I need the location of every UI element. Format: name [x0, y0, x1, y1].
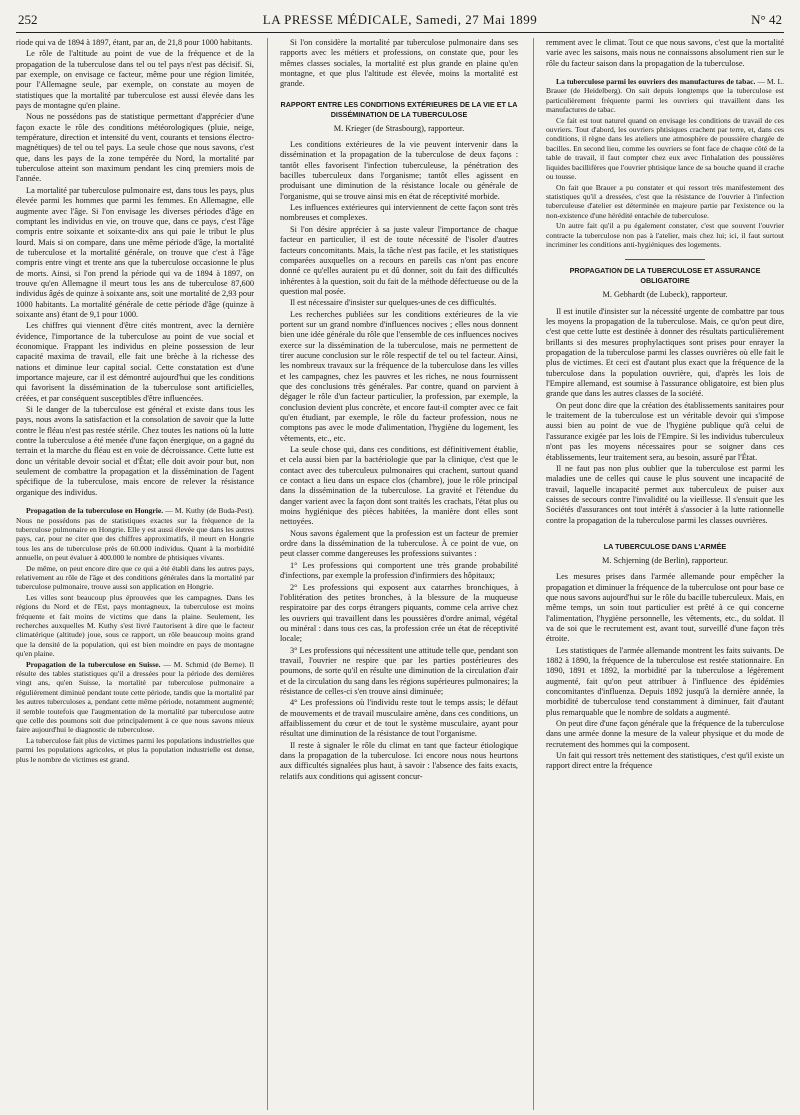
paragraph: La mortalité par tuberculose pulmonaire est, dans tous les pays, plus élevée parmi les hommes que parmi les femmes. En Allemagne, elle augmente avec l'âge. Si l'on envisage les diverses périodes d'âge en comptant les individus en vie, on trouve que, dans ce pays, c'est l'âge compris entre soixante et soixante-dix ans qui paie le tribut le plus lourd. Mais si on compare, dans une même période d'âge, la mortalité de tuberculose et la mortalité générale, on trouve que c'est à l'âge compris entre vingt et trente ans que la tuberculose occasionne le plus de morts. Ainsi, si l'on prend la période qui va de 1894 à 1897, on trouve qu'en Allemagne il meurt tous les ans de tuberculose 87,600 individus âgés de quinze à soixante ans, soit une mortalité de 2,93 pour 1000 habitants. La mortalité générale de cette période d'âge (quinze à soixante ans) étant de 9,1 pour 1000. [16, 185, 254, 319]
paragraph: Il reste à signaler le rôle du climat en tant que facteur étiologique dans la propagation de la tuberculose. Ici encore nous nous heurtons aux difficultés signalées plus haut, à savoir : l'absence des faits exacts, relatifs aux conditions qui agissent concur- [280, 740, 518, 781]
paragraph [16, 660, 254, 735]
column-divider [533, 38, 534, 1110]
paragraph: Ce fait est tout naturel quand on envisage les conditions de travail de ces ouvriers. Tout d'abord, les ouvriers phtisiques crachent par terre, et, dans ces conditions, il règne dans les ateliers une atmosphère de poussière chargée de bacilles. En second lieu, comme les ouvriers se font face de chaque côté de la table de travail, il faut compter chez eux avec l'inhalation des poussières liquides bacillifères que l'ouvrier phtisique lance de sa bouche quand il crache ou tousse. [546, 115, 784, 182]
paragraph-text: — M. Schmid (de Berne). Il résulte des tables statistiques qu'il a dressées pour la période des dernières vingt ans, qu'en Suisse, la mortalité par tuberculose pulmonaire a régulièrement diminué pendant toute cette période, tandis que la mortalité par les autres tuberculoses a, pendant cette même période, notamment augmenté; il semble toutefois que l'augmentation de la mortalité par tuberculose autre que celle des poumons soit due principalement à ce que nous savons mieux faire aujourd'hui le diagnostic de tuberculose. [16, 659, 254, 735]
column-1 [16, 38, 254, 1110]
section-heading: PROPAGATION DE LA TUBERCULOSE ET ASSURANCE OBLIGATOIRE [569, 266, 761, 286]
paragraph: Nous ne possédons pas de statistique permettant d'apprécier d'une façon exacte le rôle des conditions météorologiques (pluie, neige, température, direction et intensité du vent, courants et tensions électro-magnétiques) de tel ou tel pays. La seule chose que nous savons, c'est que, dans les pays de la zone tempérée du Nord, la mortalité par tuberculose atteint son maximum pendant les cinq premiers mois de l'année. [16, 112, 254, 184]
subheading-hongrie: Propagation de la tuberculose en Hongrie. [26, 506, 164, 516]
paragraph: Le rôle de l'altitude au point de vue de la fréquence et de la propagation de la tuberculose dans tel ou tel pays n'est pas décisif. Si, par exemple, on envisage ce facteur, même pour une région limitée, pour l'Allemagne seule, par exemple, on constate au moyen de statistiques que la mortalité par tuberculose est aussi élevée dans les pays de montagne qu'en plaine. [16, 49, 254, 111]
paragraph: Les statistiques de l'armée allemande montrent les faits suivants. De 1882 à 1890, la fréquence de la tuberculose est restée stationnaire. En 1890, 1891 et 1892, la morbidité par la tuberculose a légèrement augmenté, fait qu'on peut attribuer à l'influence des épidémies concomitantes d'influenza. Depuis 1892 jusqu'à la dernière année, la morbidité de tuberculose tend constamment à diminuer, fait d'autant plus remarquable que le nombre de soldats a augmenté. [546, 645, 784, 717]
paragraph: Les chiffres qui viennent d'être cités montrent, avec la dernière évidence, l'importance de la tuberculose au point de vue social et économique. Frappant les individus en pleine possession de leur capacité maxima de travail, elle fait une brèche à la richesse des nations et diminue leur capital social. Cette constatation est d'une importance majeure, car il est démontré aujourd'hui que les conditions qui favorisent la dissémination de la tuberculose sont artificielles, créées, et par conséquent susceptibles d'être influencées. [16, 321, 254, 403]
section-author: M. Gebhardt (de Lubeck), rapporteur. [602, 290, 728, 300]
section-heading: RAPPORT ENTRE LES CONDITIONS EXTÉRIEURES DE LA VIE ET LA DISSÉMINATION DE LA TUBERCULOSE [280, 99, 518, 119]
paragraph-text: — M. Kuthy (de Buda-Pest). Nous ne possédons pas de statistiques exactes sur la fréquence de la tuberculose pulmonaire en Hongrie. Elle y est aussi élevée que dans les autres pays, car, pour ne citer que des chiffres approximatifs, il meurt en Hongrie tous les ans de tuberculose près de 60.000 individus. Quant à la morbidité annuelle, on peut évaluer à 400.000 le nombre de phtisiques vivants. [16, 506, 254, 563]
page-number: 252 [18, 12, 38, 27]
paragraph: 3° Les professions qui nécessitent une attitude telle que, pendant son travail, l'ouvrier ne respire que par les parties postérieures des poumons, de sorte qu'il en résulte une diminution de la circulation d'air et de la circulation du sang dans les régions supérieures pulmonaires; la résistance de celles-ci s'en trouve ainsi diminuée; [280, 645, 518, 696]
paragraph [546, 77, 784, 115]
paragraph: riode qui va de 1894 à 1897, étant, par an, de 21,8 pour 1000 habitants. [16, 38, 253, 47]
column-3 [546, 38, 784, 1110]
paragraph: Les villes sont beaucoup plus éprouvées que les campagnes. Dans les régions du Nord et de l'Est, pays montagneux, la tuberculose est moins fréquente et fait moins de victims que dans la plaine. Seulement, les recherches auxquelles M. Kuthy s'est livré l'autorisent à dire que le facteur climatérique (altitude) joue, sous ce rapport, un rôle beaucoup moins grand que la densité de la population, qui est bien moindre en pays de montagne qu'en plaine. [16, 592, 254, 659]
paragraph: 4° Les professions où l'individu reste tout le temps assis; le défaut de mouvements et de travail musculaire amène, dans ces conditions, un affaiblissement du cœur et de tout le système musculaire, ayant pour résultat une diminution de la résistance de tout l'organisme. [280, 698, 518, 739]
paragraph: Les conditions extérieures de la vie peuvent intervenir dans la dissémination et la propagation de la tuberculose de deux façons : tantôt elles favorisent l'infection tuberculeuse, la pénétration des bacilles tuberculeux dans l'organisme; tantôt elles agissent en produisant une diminution de la résistance locale ou générale de l'organisme, qui se trouve ainsi mis en état de réceptivité morbide. [280, 140, 518, 201]
paragraph: Si l'on considère la mortalité par tuberculose pulmonaire dans ses rapports avec les métiers et professions, on constate que, pour les mêmes classes sociales, la mortalité est plus grande en plaine qu'en montagne, et que plus l'altitude est élevée, moins la mortalité est grande. [280, 38, 518, 89]
paragraph: On peut dire d'une façon générale que la fréquence de la tuberculose dans une armée donne la mesure de la valeur physique et du mode de recrutement des hommes qui la composent. [546, 719, 784, 749]
paragraph: Un autre fait qu'il a pu également constater, c'est que souvent l'ouvrier contracte la tuberculose non pas à l'atelier, mais chez lui; ici, il faut surtout incriminer les conditions anti-hygiéniques des logements. [546, 221, 784, 249]
paragraph: Si l'on désire apprécier à sa juste valeur l'importance de chaque facteur en particulier, il est de toute nécessité de l'isoler d'autres facteurs concomitants. Mais, la tâche n'est pas facile, et les statistiques comparées auxquelles on a recours en pareils cas n'ont pas encore donné ce qu'elles auraient pu et dû donner, soit du fait des difficultés inhérentes à la question, soit du fait de la méthode défectueuse ou de la question mal posée. [280, 224, 518, 296]
paragraph: 1° Les professions qui comportent une très grande probabilité d'infections, par exemple la profession d'infirmiers des hôpitaux; [280, 560, 518, 581]
paragraph: Un fait qui ressort très nettement des statistiques, c'est qu'il existe un rapport direct entre la fréquence [546, 751, 784, 771]
paragraph [16, 506, 254, 562]
paragraph: On fait que Brauer a pu constater et qui ressort très manifestement des statistiques qu'il a dressées, c'est que la résistance de l'ouvrier à l'infection tuberculeuse d'atelier est déterminée en majeure partie par l'existence ou la non-existence d'une hérédité entachée de tuberculose. [546, 182, 784, 220]
column-divider [267, 38, 268, 1110]
paragraph-text: — M. L. Brauer (de Heidelberg). On sait depuis longtemps que la tuberculose est particulièrement fréquente parmi les ouvriers qui travaillent dans les manufactures de tabac. [546, 77, 784, 115]
journal-title: LA PRESSE MÉDICALE, Samedi, 27 Mai 1899 [262, 12, 538, 27]
section-author: M. Schjerning (de Berlin), rapporteur. [601, 555, 729, 565]
paragraph: Il est nécessaire d'insister sur quelques-unes de ces difficultés. [290, 298, 497, 308]
page-header [16, 12, 784, 33]
paragraph: Les influences extérieures qui interviennent de cette façon sont très nombreuses et complexes. [280, 203, 518, 223]
paragraph: Si le danger de la tuberculose est général et existe dans tous les pays, nous avons la satisfaction et la consolation de savoir que la lutte contre le fléau n'est pas restée stérile. Chez toutes les nations où la lutte contre la tuberculose a été menée d'une façon énergique, on a gagné du terrain et la marche du fléau est en voie de décroissance. Cette lutte est donc un véritable devoir social et d'État; elle doit avoir pour but, non seulement de combattre la propagation et la dissémination de l'agent spécifique de la tuberculose, mais encore de relever la résistance organique des individus. [16, 405, 254, 497]
paragraph: La tuberculose fait plus de victimes parmi les populations industrielles que parmi les populations agricoles, et plus la population industrielle est dense, plus le nombre de victimes est grand. [16, 735, 254, 764]
paragraph: Nous savons également que la profession est un facteur de premier ordre dans la dissémination de la tuberculose. À ce point de vue, on peut classer comme dangereuses les professions suivantes : [280, 528, 518, 559]
section-heading: LA TUBERCULOSE DANS L'ARMÉE [603, 541, 727, 551]
subheading-suisse: Propagation de la tuberculose en Suisse. [26, 659, 161, 669]
issue-number: N° 42 [751, 12, 782, 27]
subheading-tabac: La tuberculose parmi les ouvriers des manufactures de tabac. [556, 77, 756, 87]
paragraph: De même, on peut encore dire que ce qui a été établi dans les autres pays, relativement au rôle de l'âge et des conditions générales dans la mortalité par tuberculose pulmonaire, trouve aussi son application en Hongrie. [16, 563, 254, 592]
paragraph: 2° Les professions qui exposent aux catarrhes bronchiques, à l'oblitération des petites bronches, à la blessure de la muqueuse respiratoire par des corps étrangers piquants, comme cela arrive chez les ouvriers qui travaillent dans les poussières d'ordre animal, végétal ou minéral : dans tous ces cas, la profession crée un état de réceptivité locale; [280, 582, 518, 644]
paragraph: Les mesures prises dans l'armée allemande pour empêcher la propagation et diminuer la fréquence de la tuberculose ont pour base ce que nous savons aujourd'hui sur le rôle du bacille tuberculeux. Mais, en même temps, un soin tout particulier est prêté à ce qui concerne l'alimentation, l'hygiène personnelle, les vêtements, etc., du soldat. Il va de soi que le recrutement est, avant tout, surveillé d'une façon très étroite. [546, 572, 784, 644]
section-author: M. Krieger (de Strasbourg), rapporteur. [333, 123, 465, 133]
section-rule [625, 259, 705, 260]
paragraph: Il est inutile d'insister sur la nécessité urgente de combattre par tous les moyens la propagation de la tuberculose. Mais, ce qu'on peut dire, c'est que cette lutte est destinée à donner des résultats particulièrement brillants si des mesures prophylactiques sont prises pour enrayer la propagation de la tuberculose parmi les classes ouvrières où elle fait le plus de victimes. Et ceci est d'autant plus exact que la fréquence de la tuberculose dans la population ouvrière, qui, d'après les lois de l'Empire allemand, est soumise à l'assurance obligatoire, est bien plus grande que dans les autres classes de la société. [546, 306, 784, 399]
paragraph: Il ne faut pas non plus oublier que la tuberculose est parmi les maladies une de celles qui cause le plus souvent une incapacité de travail, laquelle incapacité permet aux tuberculeux de puiser aux caisses de secours contre l'invalidité ou la vieillesse. Il s'ensuit que les Sociétés d'assurances ont tout intérêt à s'associer à la lutte rationnelle contre la propagation de la tuberculose parmi les classes ouvrières. [546, 463, 784, 525]
paragraph: On peut donc dire que la création des établissements sanitaires pour le traitement de la tuberculose est un véritable devoir qui s'impose aussi bien au point de vue de l'hygiène publique qu'à celui de l'assurance exigée par les lois de l'Empire. Si les individus tuberculeux n'ont pas les moyens nécessaires pour se soigner dans ces établissements, leur traitement sera, au besoin, assuré par l'État. [546, 400, 784, 462]
article-columns [16, 38, 784, 1110]
paragraph: La seule chose qui, dans ces conditions, est définitivement établie, et cela aussi bien par la bactériologie que par la clinique, c'est que le contact avec des tuberculeux pulmonaires qui crachent, surtout quand ce contact a lieu dans un espace clos (chambre), joue le rôle principal dans la dissémination de la tuberculose. La gravité et l'étendue du danger varient avec la façon dont sont traités les crachats, l'état plus ou moins hygiénique des pièces habitées, la manière dont elles sont nettoyées. [280, 445, 518, 527]
paragraph: Les recherches publiées sur les conditions extérieures de la vie portent sur un grand nombre d'influences nocives ; elles nous donnent bien une idée générale du rôle que l'ensemble de ces influences nocives exerce sur la dissémination de la tuberculose, mais ne permettent de tirer aucune conclusion sur le rôle respectif de tel ou tel facteur. Ainsi, les nombreux travaux sur la fréquence de la tuberculose dans les villes et les campagnes, chez les pauvres et les riches, ne nous fournissent que des conclusions très générales. Par contre, quand on parvient à dégager le rôle d'un facteur particulier, la profession, par exemple, la conclusion devient plus concrète, et encore faut-il compter avec ce fait qu'en étudiant, par exemple, le rôle du facteur profession, nous ne comptons pas avec le mode d'alimentation, l'hygiène du logement, les vêtements, etc., etc. [280, 309, 518, 443]
column-2 [280, 38, 518, 1110]
paragraph: remment avec le climat. Tout ce que nous savons, c'est que la mortalité varie avec les saisons, mais nous ne connaissons absolument rien sur le rôle du facteur saison dans la propagation de la tuberculose. [546, 38, 784, 68]
